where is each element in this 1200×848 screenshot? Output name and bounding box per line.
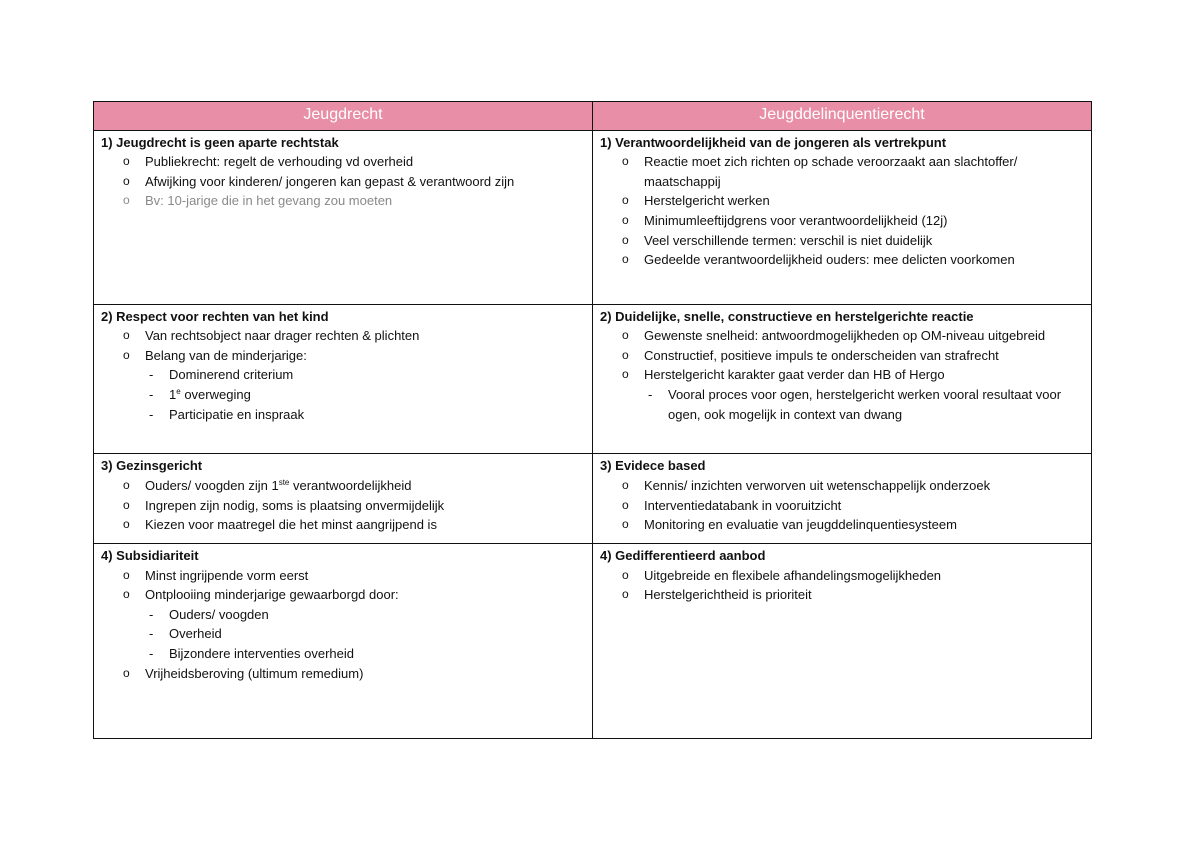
bullet-list — [600, 152, 1084, 270]
bullet-list — [600, 566, 1084, 605]
item-text: Vrijheidsberoving (ultimum remedium) — [145, 665, 364, 681]
list-item — [101, 566, 585, 586]
sub-list-item — [145, 385, 585, 405]
circle-bullet-icon: o — [622, 587, 629, 602]
ordinal-suffix: ste — [278, 478, 290, 487]
dash-bullet-icon: - — [149, 387, 154, 402]
dash-bullet-icon: - — [149, 367, 154, 383]
bullet-list — [600, 326, 1084, 424]
list-item — [600, 326, 1084, 346]
circle-bullet-icon: o — [622, 497, 629, 512]
circle-bullet-icon: o — [123, 173, 130, 188]
item-text: Belang van de minderjarige: — [145, 347, 307, 363]
list-item — [600, 566, 1084, 586]
item-text: Ouders/ voogden zijn 1 — [145, 478, 279, 493]
circle-bullet-icon: o — [622, 367, 629, 382]
item-text: Overheid — [169, 626, 222, 642]
item-text: Dominerend criterium — [169, 367, 294, 383]
table-row — [94, 454, 1092, 544]
dash-bullet-icon: - — [149, 626, 154, 642]
table-cell — [94, 304, 593, 454]
list-item — [101, 346, 585, 424]
header-jeugdrecht: Jeugdrecht — [94, 102, 593, 131]
item-text: overweging — [184, 387, 251, 402]
table-cell — [94, 544, 593, 739]
circle-bullet-icon: o — [123, 193, 130, 208]
section-heading: 4) Gedifferentieerd aanbod — [600, 548, 766, 564]
list-item — [101, 172, 585, 192]
bullet-list — [600, 476, 1084, 535]
list-item — [600, 211, 1084, 231]
item-text: Veel verschillende termen: verschil is niet duidelijk — [644, 232, 933, 248]
list-item — [101, 476, 585, 496]
dash-bullet-icon: - — [648, 387, 653, 402]
sub-list-item — [145, 605, 585, 625]
item-text: Gewenste snelheid: antwoordmogelijkheden op OM-niveau uitgebreid — [644, 328, 1046, 344]
dash-bullet-icon: - — [149, 406, 154, 422]
list-item — [600, 231, 1084, 251]
circle-bullet-icon: o — [123, 154, 130, 169]
item-text: Constructief, positieve impuls te onderscheiden van strafrecht — [644, 347, 999, 363]
item-text: Kennis/ inzichten verworven uit wetenschappelijk onderzoek — [644, 478, 991, 493]
list-item — [600, 496, 1084, 516]
bullet-list — [101, 476, 585, 535]
list-item — [101, 585, 585, 663]
item-text: Herstelgerichtheid is prioriteit — [644, 587, 812, 603]
table-cell — [593, 304, 1092, 454]
table-cell — [593, 454, 1092, 544]
item-text: Herstelgericht karakter gaat verder dan HB of Hergo — [644, 367, 945, 383]
item-text: Monitoring en evaluatie van jeugddelinquentiesysteem — [644, 517, 957, 533]
list-item — [101, 515, 585, 535]
item-text: Bijzondere interventies overheid — [169, 645, 354, 661]
table-cell — [94, 454, 593, 544]
item-text: Van rechtsobject naar drager rechten & plichten — [145, 328, 420, 344]
section-heading: 2) Respect voor rechten van het kind — [101, 308, 329, 324]
list-item — [600, 585, 1084, 605]
list-item — [600, 250, 1084, 270]
circle-bullet-icon: o — [622, 517, 629, 532]
section-heading: 4) Subsidiariteit — [101, 548, 199, 564]
circle-bullet-icon: o — [622, 478, 629, 492]
item-text: Afwijking voor kinderen/ jongeren kan gepast & verantwoord zijn — [145, 173, 515, 189]
sub-list-item — [145, 405, 585, 425]
list-item — [101, 152, 585, 172]
circle-bullet-icon: o — [622, 232, 629, 247]
ordinal-suffix: e — [176, 387, 181, 396]
table-row — [94, 304, 1092, 454]
table-row — [94, 544, 1092, 739]
list-item — [101, 496, 585, 516]
list-item — [101, 326, 585, 346]
sub-list — [644, 385, 1084, 424]
list-item — [101, 191, 585, 211]
circle-bullet-icon: o — [622, 328, 629, 343]
dash-bullet-icon: - — [149, 645, 154, 661]
list-item — [600, 515, 1084, 535]
item-text: Participatie en inspraak — [169, 406, 305, 422]
item-text: Gedeelde verantwoordelijkheid ouders: mee delicten voorkomen — [644, 252, 1015, 268]
item-text: Ouders/ voogden — [169, 606, 269, 622]
section-heading: 1) Jeugdrecht is geen aparte rechtstak — [101, 134, 339, 150]
item-text: Kiezen voor maatregel die het minst aangrijpend is — [145, 517, 437, 533]
section-heading: 2) Duidelijke, snelle, constructieve en herstelgerichte reactie — [600, 308, 974, 324]
sub-list — [145, 605, 585, 664]
item-text: Reactie moet zich richten op schade veroorzaakt aan slachtoffer/ maatschappij — [644, 154, 1018, 189]
circle-bullet-icon: o — [123, 587, 130, 602]
comparison-table — [93, 101, 1092, 739]
circle-bullet-icon: o — [123, 517, 130, 532]
circle-bullet-icon: o — [622, 567, 629, 582]
table-header-row — [94, 102, 1092, 131]
circle-bullet-icon: o — [123, 478, 130, 492]
table-cell — [94, 130, 593, 304]
table-cell — [593, 544, 1092, 739]
item-text: Ontplooiing minderjarige gewaarborgd door: — [145, 587, 399, 603]
circle-bullet-icon: o — [622, 347, 629, 362]
sub-list-item — [145, 365, 585, 385]
circle-bullet-icon: o — [622, 154, 629, 169]
item-text: Minimumleeftijdgrens voor verantwoordelijkheid (12j) — [644, 213, 948, 228]
circle-bullet-icon: o — [123, 328, 130, 343]
sub-list-item — [644, 385, 1084, 424]
section-heading: 3) Gezinsgericht — [101, 458, 203, 474]
sub-list — [145, 365, 585, 424]
circle-bullet-icon: o — [123, 347, 130, 362]
item-text: Ingrepen zijn nodig, soms is plaatsing onvermijdelijk — [145, 497, 445, 513]
list-item — [600, 152, 1084, 191]
circle-bullet-icon: o — [123, 567, 130, 582]
table-cell — [593, 130, 1092, 304]
list-item — [600, 476, 1084, 496]
item-text: Vooral proces voor ogen, herstelgericht werken vooral resultaat voor ogen, ook mogelijk in context van dwang — [668, 387, 1062, 422]
list-item — [600, 365, 1084, 424]
ordinal-number: 1 — [169, 387, 177, 402]
item-text: verantwoordelijkheid — [289, 478, 412, 493]
list-item — [600, 191, 1084, 211]
bullet-list — [101, 152, 585, 211]
item-text: Minst ingrijpende vorm eerst — [145, 567, 309, 583]
section-heading: 1) Verantwoordelijkheid van de jongeren als vertrekpunt — [600, 134, 947, 150]
item-text: Bv: 10-jarige die in het gevang zou moeten — [145, 193, 393, 209]
dash-bullet-icon: - — [149, 606, 154, 622]
circle-bullet-icon: o — [123, 497, 130, 512]
item-text: Herstelgericht werken — [644, 193, 770, 209]
item-text: Uitgebreide en flexibele afhandelingsmogelijkheden — [644, 567, 942, 583]
bullet-list — [101, 326, 585, 424]
item-text: Publiekrecht: regelt de verhouding vd overheid — [145, 154, 414, 170]
circle-bullet-icon: o — [622, 193, 629, 208]
bullet-list — [101, 566, 585, 684]
circle-bullet-icon: o — [622, 213, 629, 227]
section-heading: 3) Evidece based — [600, 458, 706, 474]
sub-list-item — [145, 624, 585, 644]
circle-bullet-icon: o — [622, 252, 629, 267]
sub-list-item — [145, 644, 585, 664]
item-text: Interventiedatabank in vooruitzicht — [644, 497, 842, 513]
list-item — [600, 346, 1084, 366]
table-row — [94, 130, 1092, 304]
header-jeugddelinquentierecht: Jeugddelinquentierecht — [593, 102, 1092, 131]
list-item — [101, 664, 585, 684]
circle-bullet-icon: o — [123, 665, 130, 680]
